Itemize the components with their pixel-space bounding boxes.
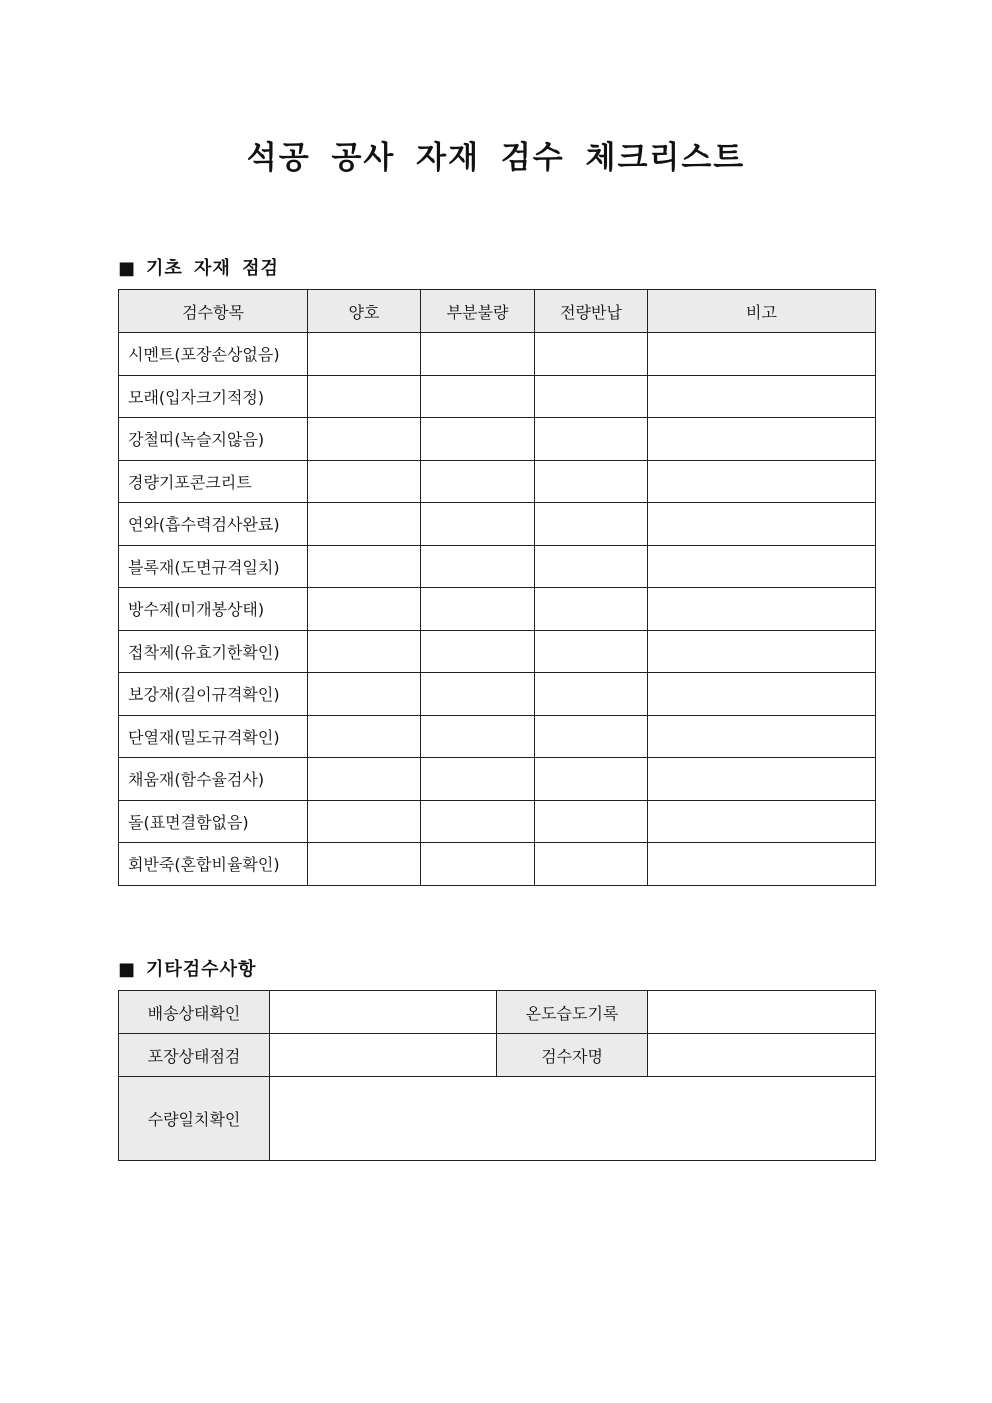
delivery-status-label: 배송상태확인 [119, 991, 270, 1034]
item-label: 시멘트(포장손상없음) [119, 333, 308, 376]
good-cell[interactable] [308, 588, 421, 631]
item-label: 채움재(함수율검사) [119, 758, 308, 801]
page-title: 석공 공사 자재 검수 체크리스트 [246, 140, 746, 176]
partial-defect-cell[interactable] [421, 715, 535, 758]
table-row [119, 1077, 876, 1161]
full-return-cell[interactable] [535, 545, 648, 588]
section-heading-other [118, 955, 256, 981]
item-label: 연와(흡수력검사완료) [119, 503, 308, 546]
partial-defect-cell[interactable] [421, 800, 535, 843]
section-heading-materials [118, 254, 279, 280]
table-row [119, 758, 876, 801]
header-full-return: 전량반납 [535, 290, 648, 333]
square-bullet-icon: ■ [118, 959, 137, 980]
section-heading-label: 기타검수사항 [146, 959, 257, 980]
table-row [119, 333, 876, 376]
header-remarks: 비고 [648, 290, 876, 333]
good-cell[interactable] [308, 333, 421, 376]
partial-defect-cell[interactable] [421, 545, 535, 588]
full-return-cell[interactable] [535, 503, 648, 546]
table-row [119, 630, 876, 673]
item-label: 보강재(길이규격확인) [119, 673, 308, 716]
remarks-cell[interactable] [648, 333, 876, 376]
remarks-cell[interactable] [648, 375, 876, 418]
remarks-cell[interactable] [648, 418, 876, 461]
item-label: 블록재(도면규격일치) [119, 545, 308, 588]
full-return-cell[interactable] [535, 418, 648, 461]
good-cell[interactable] [308, 545, 421, 588]
item-label: 단열재(밀도규격확인) [119, 715, 308, 758]
partial-defect-cell[interactable] [421, 333, 535, 376]
good-cell[interactable] [308, 800, 421, 843]
full-return-cell[interactable] [535, 800, 648, 843]
table-row [119, 588, 876, 631]
item-label: 돌(표면결함없음) [119, 800, 308, 843]
temperature-humidity-field[interactable] [648, 991, 876, 1034]
table-row [119, 375, 876, 418]
table-row [119, 1034, 876, 1077]
packaging-status-field[interactable] [270, 1034, 497, 1077]
full-return-cell[interactable] [535, 715, 648, 758]
partial-defect-cell[interactable] [421, 460, 535, 503]
inspector-name-field[interactable] [648, 1034, 876, 1077]
good-cell[interactable] [308, 418, 421, 461]
table-row [119, 460, 876, 503]
remarks-cell[interactable] [648, 588, 876, 631]
partial-defect-cell[interactable] [421, 375, 535, 418]
good-cell[interactable] [308, 673, 421, 716]
table-row [119, 545, 876, 588]
full-return-cell[interactable] [535, 460, 648, 503]
partial-defect-cell[interactable] [421, 673, 535, 716]
item-label: 경량기포콘크리트 [119, 460, 308, 503]
other-inspection-table [118, 990, 876, 1161]
remarks-cell[interactable] [648, 630, 876, 673]
full-return-cell[interactable] [535, 843, 648, 886]
good-cell[interactable] [308, 843, 421, 886]
item-label: 회반죽(혼합비율확인) [119, 843, 308, 886]
table-row [119, 991, 876, 1034]
table-row [119, 843, 876, 886]
partial-defect-cell[interactable] [421, 503, 535, 546]
good-cell[interactable] [308, 630, 421, 673]
table-row [119, 800, 876, 843]
good-cell[interactable] [308, 460, 421, 503]
item-label: 모래(입자크기적정) [119, 375, 308, 418]
table-row [119, 503, 876, 546]
good-cell[interactable] [308, 503, 421, 546]
remarks-cell[interactable] [648, 673, 876, 716]
quantity-match-field[interactable] [270, 1077, 876, 1161]
table-header-row [119, 290, 876, 333]
square-bullet-icon: ■ [118, 258, 137, 279]
item-label: 방수제(미개봉상태) [119, 588, 308, 631]
table-row [119, 673, 876, 716]
partial-defect-cell[interactable] [421, 418, 535, 461]
table-row [119, 418, 876, 461]
full-return-cell[interactable] [535, 588, 648, 631]
item-label: 강철띠(녹슬지않음) [119, 418, 308, 461]
remarks-cell[interactable] [648, 545, 876, 588]
partial-defect-cell[interactable] [421, 843, 535, 886]
remarks-cell[interactable] [648, 800, 876, 843]
full-return-cell[interactable] [535, 758, 648, 801]
header-good: 양호 [308, 290, 421, 333]
table-row [119, 715, 876, 758]
quantity-match-label: 수량일치확인 [119, 1077, 270, 1161]
good-cell[interactable] [308, 375, 421, 418]
inspector-name-label: 검수자명 [497, 1034, 648, 1077]
full-return-cell[interactable] [535, 630, 648, 673]
header-partial-defect: 부분불량 [421, 290, 535, 333]
partial-defect-cell[interactable] [421, 630, 535, 673]
good-cell[interactable] [308, 758, 421, 801]
remarks-cell[interactable] [648, 503, 876, 546]
temperature-humidity-label: 온도습도기록 [497, 991, 648, 1034]
packaging-status-label: 포장상태점검 [119, 1034, 270, 1077]
materials-checklist-table [118, 289, 876, 886]
header-item: 검수항목 [119, 290, 308, 333]
delivery-status-field[interactable] [270, 991, 497, 1034]
good-cell[interactable] [308, 715, 421, 758]
remarks-cell[interactable] [648, 460, 876, 503]
section-heading-label: 기초 자재 점검 [146, 258, 279, 279]
remarks-cell[interactable] [648, 715, 876, 758]
remarks-cell[interactable] [648, 758, 876, 801]
item-label: 접착제(유효기한확인) [119, 630, 308, 673]
remarks-cell[interactable] [648, 843, 876, 886]
full-return-cell[interactable] [535, 375, 648, 418]
full-return-cell[interactable] [535, 333, 648, 376]
partial-defect-cell[interactable] [421, 588, 535, 631]
partial-defect-cell[interactable] [421, 758, 535, 801]
full-return-cell[interactable] [535, 673, 648, 716]
